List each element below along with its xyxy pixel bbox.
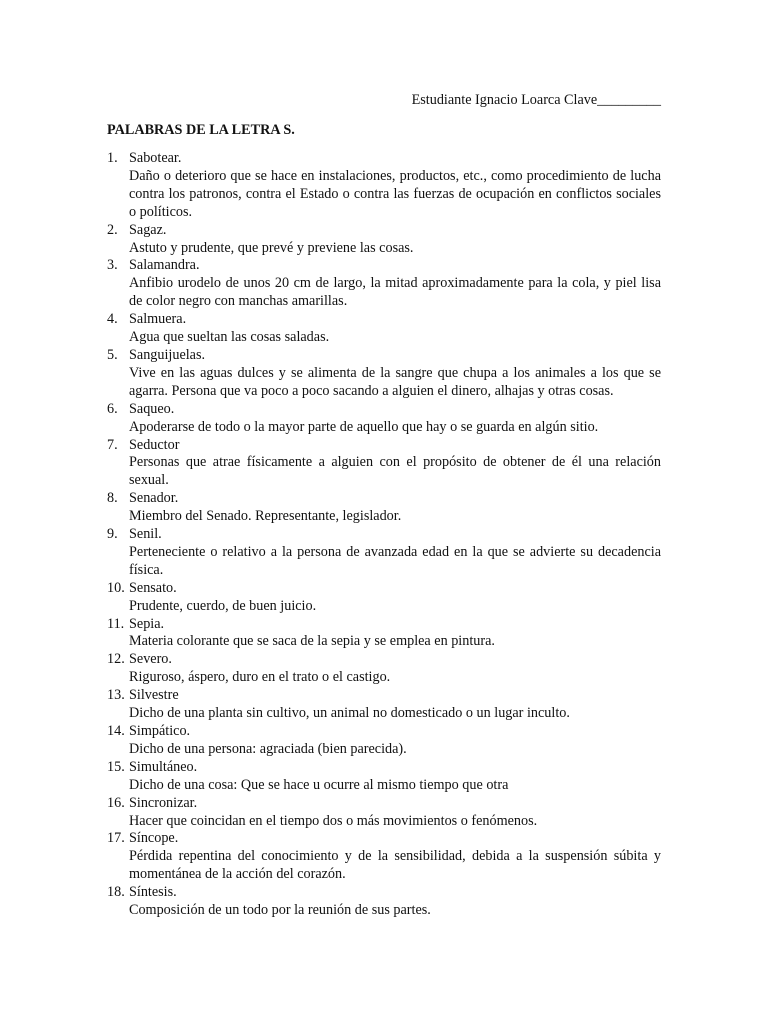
item-definition: Agua que sueltan las cosas saladas. (129, 329, 330, 346)
item-definition: Dicho de una planta sin cultivo, un animal no domesticado o un lugar inculto. (129, 705, 570, 722)
list-item (107, 150, 661, 222)
item-term: Senador. (129, 490, 179, 507)
item-number: 4. (107, 311, 118, 328)
item-term: Severo. (129, 651, 172, 668)
item-term: Saqueo. (129, 400, 175, 417)
list-item (107, 526, 661, 580)
item-number: 14. (107, 723, 125, 739)
item-number: 3. (107, 257, 118, 274)
item-number: 18. (107, 884, 125, 901)
list-item (107, 830, 661, 884)
item-term: Simultáneo. (129, 758, 198, 775)
item-term: Síncope. (129, 830, 179, 847)
item-number: 16. (107, 794, 125, 811)
item-number: 17. (107, 830, 125, 847)
item-definition: Miembro del Senado. Representante, legislador. (129, 508, 402, 525)
item-definition: Astuto y prudente, que prevé y previene las cosas. (129, 239, 414, 256)
list-item (107, 651, 661, 687)
list-item (107, 222, 661, 258)
list-item (107, 723, 661, 759)
word-list (107, 150, 661, 920)
item-number: 15. (107, 758, 125, 775)
list-item (107, 759, 661, 795)
item-definition: Daño o deterioro que se hace en instalaciones, productos, etc., como procedimiento de lucha contra los patronos, contra el Estado o contra las fuerzas de ocupación en conflictos sociales o políticos. (129, 167, 661, 220)
item-term: Sagaz. (129, 221, 167, 238)
item-definition: Pérdida repentina del conocimiento y de la sensibilidad, debida a la suspensión súbita y momentánea de la acción del corazón. (129, 848, 661, 883)
item-term: Senil. (129, 526, 162, 543)
item-number: 7. (107, 436, 118, 453)
list-item (107, 580, 661, 616)
list-item (107, 687, 661, 723)
item-definition: Personas que atrae físicamente a alguien con el propósito de obtener de él una relación sexual. (129, 454, 661, 489)
item-definition: Hacer que coincidan en el tiempo dos o más movimientos o fenómenos. (129, 812, 538, 829)
item-term: Sensato. (129, 579, 177, 596)
item-definition: Dicho de una persona: agraciada (bien parecida). (129, 740, 407, 757)
item-definition: Prudente, cuerdo, de buen juicio. (129, 597, 317, 614)
item-term: Silvestre (129, 687, 179, 704)
item-number: 5. (107, 346, 118, 363)
item-definition: Composición de un todo por la reunión de sus partes. (129, 902, 431, 919)
item-term: Salmuera. (129, 311, 187, 328)
list-item (107, 490, 661, 526)
item-definition: Dicho de una cosa: Que se hace u ocurre al mismo tiempo que otra (129, 776, 509, 793)
item-number: 1. (107, 150, 118, 166)
item-term: Salamandra. (129, 257, 200, 274)
list-item (107, 616, 661, 652)
item-definition: Riguroso, áspero, duro en el trato o el castigo. (129, 669, 391, 686)
item-number: 9. (107, 526, 118, 543)
item-number: 10. (107, 579, 125, 596)
list-item (107, 311, 661, 347)
item-term: Sincronizar. (129, 794, 198, 811)
item-definition: Perteneciente o relativo a la persona de avanzada edad en la que se advierte su decadencia física. (129, 543, 661, 578)
item-number: 8. (107, 490, 118, 507)
list-item (107, 884, 661, 920)
item-number: 2. (107, 221, 118, 238)
list-item (107, 347, 661, 401)
item-number: 13. (107, 687, 125, 704)
item-definition: Vive en las aguas dulces y se alimenta de la sangre que chupa a los animales a los que se agarra. Persona que va poco a poco sacando a alguien el dinero, alhajas y otras cosas. (129, 364, 661, 399)
item-definition: Materia colorante que se saca de la sepia y se emplea en pintura. (129, 633, 495, 650)
item-number: 6. (107, 400, 118, 417)
list-item (107, 401, 661, 437)
item-number: 11. (107, 615, 125, 632)
page-title: PALABRAS DE LA LETRA S. (107, 122, 295, 138)
list-item (107, 437, 661, 491)
item-term: Sepia. (129, 615, 165, 632)
item-term: Seductor (129, 436, 180, 453)
item-definition: Apoderarse de todo o la mayor parte de aquello que hay o se guarda en algún sitio. (129, 418, 599, 435)
item-definition: Anfibio urodelo de unos 20 cm de largo, la mitad aproximadamente para la cola, y piel lisa de color negro con manchas amarillas. (129, 275, 661, 310)
list-item (107, 795, 661, 831)
item-term: Sanguijuelas. (129, 346, 206, 363)
list-item (107, 257, 661, 311)
item-term: Simpático. (129, 723, 191, 739)
item-number: 12. (107, 651, 125, 668)
item-term: Síntesis. (129, 884, 177, 901)
student-line: Estudiante Ignacio Loarca Clave_________ (411, 92, 661, 108)
item-term: Sabotear. (129, 150, 182, 166)
